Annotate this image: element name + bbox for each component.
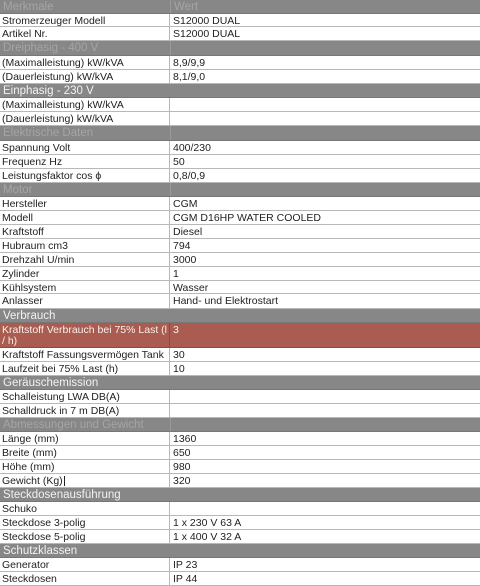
section-title: Einphasig - 230 V — [3, 85, 94, 97]
table-row — [0, 211, 480, 225]
spec-label: Schuko — [0, 502, 170, 515]
spec-value — [170, 41, 480, 55]
spec-value — [170, 376, 480, 389]
spec-label: Kraftstoff — [0, 225, 170, 238]
spec-label: Steckdose 5-polig — [0, 530, 170, 543]
spec-value — [170, 390, 480, 403]
table-row — [0, 253, 480, 267]
section-title: Geräuschemission — [3, 377, 99, 389]
spec-label: Modell — [0, 211, 170, 224]
section-header — [0, 309, 480, 323]
table-row — [0, 155, 480, 169]
spec-value: 1 x 230 V 63 A — [173, 517, 242, 529]
table-row — [0, 502, 480, 516]
spec-label: Gewicht (Kg) — [0, 474, 170, 487]
table-row — [0, 460, 480, 474]
spec-label: (Dauerleistung) kW/kVA — [0, 112, 170, 125]
section-title: Dreiphasig - 400 V — [3, 42, 99, 54]
spec-value: 30 — [173, 349, 185, 361]
section-title: Steckdosenausführung — [3, 489, 121, 501]
spec-label: Zylinder — [0, 267, 170, 280]
spec-label: (Maximalleistung) kW/kVA — [0, 56, 170, 69]
spec-value: 400/230 — [173, 142, 211, 154]
table-row — [0, 558, 480, 572]
table-row — [0, 197, 480, 211]
section-title: Verbrauch — [3, 310, 56, 322]
spec-value — [170, 183, 480, 196]
spec-value — [170, 544, 480, 557]
table-row — [0, 281, 480, 294]
spec-label: Kraftstoff Verbrauch bei 75% Last (l / h) — [0, 323, 170, 347]
section-title: Abmessungen und Gewicht — [3, 419, 144, 431]
spec-label: Kühlsystem — [0, 281, 170, 293]
spec-label: (Maximalleistung) kW/kVA — [0, 98, 170, 111]
spec-value: 3000 — [173, 254, 197, 266]
spec-value — [170, 84, 480, 97]
spec-label: Steckdosen — [0, 572, 170, 585]
spec-value: Wasser — [173, 282, 209, 293]
spec-value: 320 — [173, 475, 191, 487]
section-header — [0, 183, 480, 197]
spec-value — [170, 488, 480, 501]
spec-label: Leistungsfaktor cos ϕ — [0, 169, 170, 182]
spec-value: 8,9/9,9 — [173, 57, 206, 69]
spec-value: Hand- und Elektrostart — [173, 295, 279, 307]
spec-label: Stromerzeuger Modell — [0, 14, 170, 26]
table-row — [0, 225, 480, 239]
table-row — [0, 446, 480, 460]
spec-value: 50 — [173, 156, 185, 168]
table-row — [0, 348, 480, 362]
table-row — [0, 14, 480, 27]
text-cursor — [64, 476, 65, 486]
spec-value: S12000 DUAL — [173, 28, 241, 40]
section-header — [0, 488, 480, 502]
spec-label: Generator — [0, 558, 170, 571]
spec-value: CGM D16HP WATER COOLED — [173, 212, 321, 224]
spec-value: 8,1/9,0 — [173, 71, 206, 83]
spec-label: Hubraum cm3 — [0, 239, 170, 252]
table-row — [0, 404, 480, 418]
spec-value: 980 — [173, 461, 191, 473]
table-row — [0, 362, 480, 376]
spec-value — [170, 404, 480, 417]
table-row — [0, 27, 480, 41]
table-row — [0, 390, 480, 404]
spec-label: Spannung Volt — [0, 141, 170, 154]
table-row — [0, 323, 480, 348]
spec-label: Anlasser — [0, 294, 170, 308]
table-row — [0, 169, 480, 183]
spec-label: Kraftstoff Fassungsvermögen Tank — [0, 348, 170, 361]
table-row — [0, 474, 480, 488]
table-row — [0, 432, 480, 446]
spec-label: Breite (mm) — [0, 446, 170, 459]
spec-value: 650 — [173, 447, 191, 459]
spec-label: Schalleistung LWA DB(A) — [0, 390, 170, 403]
spec-value: 10 — [173, 363, 185, 375]
section-title: Elektrische Daten — [3, 127, 94, 139]
section-header — [0, 418, 480, 432]
table-row — [0, 294, 480, 309]
table-row — [0, 141, 480, 155]
spec-label: Artikel Nr. — [0, 27, 170, 40]
section-title: Merkmale — [3, 1, 54, 13]
section-header — [0, 126, 480, 141]
spec-label: Schalldruck in 7 m DB(A) — [0, 404, 170, 417]
spec-value — [170, 112, 480, 125]
spec-label: Länge (mm) — [0, 432, 170, 445]
table-row — [0, 70, 480, 84]
section-header — [0, 84, 480, 98]
spec-value — [170, 126, 480, 140]
spec-value: Diesel — [173, 226, 203, 238]
spec-value: 0,8/0,9 — [173, 170, 206, 182]
spec-value: 1 x 400 V 32 A — [173, 531, 242, 543]
section-header — [0, 376, 480, 390]
spec-label: Höhe (mm) — [0, 460, 170, 473]
table-row — [0, 98, 480, 112]
spec-value: 1360 — [173, 433, 197, 445]
spec-label: (Dauerleistung) kW/kVA — [0, 70, 170, 83]
section-header — [0, 0, 480, 14]
spec-label: Hersteller — [0, 197, 170, 210]
table-row — [0, 239, 480, 253]
table-row — [0, 572, 480, 586]
table-row — [0, 267, 480, 281]
spec-value: 1 — [173, 268, 179, 280]
spec-value: 794 — [173, 240, 191, 252]
spec-value — [170, 502, 480, 515]
table-row — [0, 112, 480, 126]
table-row — [0, 516, 480, 530]
spec-label: Laufzeit bei 75% Last (h) — [0, 362, 170, 375]
spec-label: Drehzahl U/min — [0, 253, 170, 266]
spec-value: S12000 DUAL — [173, 15, 241, 26]
section-header — [0, 544, 480, 558]
spec-value — [170, 418, 480, 431]
spec-value: 3 — [173, 324, 179, 336]
table-row — [0, 530, 480, 544]
section-title: Schutzklassen — [3, 545, 78, 557]
spec-value — [170, 98, 480, 111]
spec-value: IP 44 — [173, 573, 198, 585]
spec-value: Wert — [170, 0, 480, 13]
table-row — [0, 56, 480, 70]
spec-label: Frequenz Hz — [0, 155, 170, 168]
spec-value: CGM — [173, 198, 198, 210]
spec-value: IP 23 — [173, 559, 198, 571]
section-header — [0, 41, 480, 56]
spec-value — [170, 309, 480, 322]
spec-label: Steckdose 3-polig — [0, 516, 170, 529]
section-title: Motor — [3, 184, 33, 196]
